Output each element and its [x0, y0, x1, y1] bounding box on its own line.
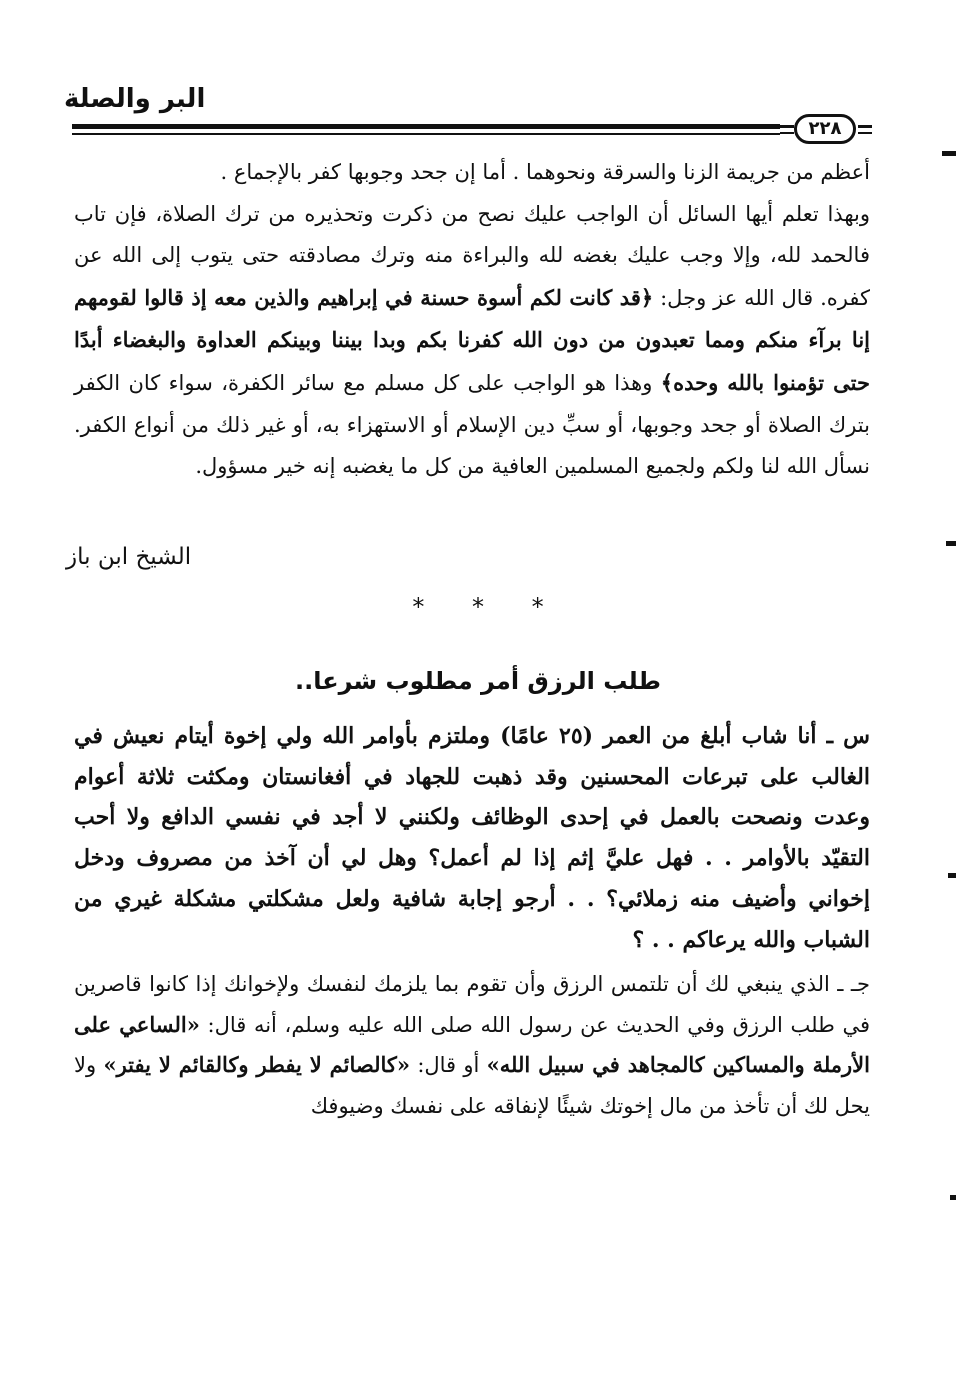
question [74, 716, 870, 960]
page-number: ٢٢٨ [794, 114, 856, 144]
quran-quote: ﴿قد كانت لكم أسوة حسنة في إبراهيم والذين معه إذ قالوا لقومهم إنا برآء منكم ومما تعبدون من دون الله كفرنا بكم وبدا بيننا وبينكم العداوة والبغضاء أبدًا حتى تؤمنوا بالله وحده﴾ [74, 284, 870, 395]
answer-intro: جـ ـ الذي ينبغي لك أن تلتمس الرزق وأن تقوم بما يلزمك لنفسك ولإخوانك إذا كانوا قاصرين في طلب الرزق وفي الحديث عن رسول الله صلى الله عليه وسلم، أنه قال: [74, 972, 870, 1037]
paragraph-opening: أعظم من جريمة الزنا والسرقة ونحوهما . أما إن جحد وجوبها كفر بالإجماع . [220, 160, 870, 184]
answer-ruling: ولا يحل لك أن تأخذ من مال إخوتك شيئًا لإنفاقه على نفسك وضيوفك [74, 1053, 870, 1119]
scan-edge-mark [942, 151, 956, 156]
answer-text [74, 964, 870, 1127]
question-text: س ـ أنا شاب أبلغ من العمر (٢٥ عامًا) وملتزم بأوامر الله ولي إخوة أيتام نعيش في الغالب على تبرعات المحسنين وقد ذهبت للجهاد في أفغانستان ومكثت ثلاثة أعوام وعدت ونصحت بالعمل في إحدى الوظائف ولكنني لا أجد في نفسي الدافع ولا أحب التقيّد بالأوامر . . فهل عليَّ إثم إذا لم أعمل؟ وهل لي أن آخذ من مصروف ودخل إخواني وأضيف منه زملائي؟ . . أرجو إجابة شافية ولعل مشكلتي مشكلة غيري من الشباب والله يرعاكم . . ؟ [74, 723, 871, 953]
separator-star: * [472, 593, 484, 621]
section-heading: طلب الرزق أمر مطلوب شرعا.. [294, 667, 662, 695]
answer [74, 964, 870, 1127]
previous-answer-continuation [74, 152, 870, 488]
ornament-dash-right [858, 125, 872, 134]
signature: الشيخ ابن باز [66, 544, 192, 570]
paragraph-advice [74, 194, 870, 488]
header-rule-thin [72, 133, 780, 135]
section-separator [0, 592, 956, 622]
scan-edge-mark [948, 873, 956, 878]
scan-edge-mark [950, 1195, 956, 1200]
separator-star: * [412, 593, 425, 621]
header-rule [72, 124, 780, 137]
page-number-ornament [780, 112, 872, 148]
advice-text: وبهذا تعلم أيها السائل أن الواجب عليك نصح من ذكرت وتحذيره من ترك الصلاة، فإن تاب فالحمد لله، وإلا وجب عليك بغضه لله والبراءة منه وترك مصادقته حتى يتوب إلى الله عن كفره. قال الله عز وجل: [74, 201, 870, 310]
header-rule-thick [72, 124, 780, 129]
scan-edge-mark [946, 541, 956, 546]
answer-connector: أو قال: [417, 1053, 480, 1078]
ornament-dash-left [780, 125, 794, 134]
running-title: البر والصلة [64, 84, 206, 114]
separator-star: * [531, 593, 544, 621]
hadith-quote-2: «كالصائم لا يفطر وكالقائم لا يفتر» [103, 1052, 410, 1078]
hadith-quote-1: «الساعي على الأرملة والمساكين كالمجاهد في سبيل الله» [74, 1011, 870, 1078]
advice-conclusion: وهذا هو الواجب على كل مسلم مع سائر الكفرة، سواء كان الكفر بترك الصلاة أو جحد وجوبها، أو سبِّ دين الإسلام أو الاستهزاء به، أو غير ذلك من أنواع الكفر. نسأل الله لنا ولكم ولجميع المسلمين العافية من كل ما يغضبه إنه خير مسؤول. [74, 370, 870, 479]
